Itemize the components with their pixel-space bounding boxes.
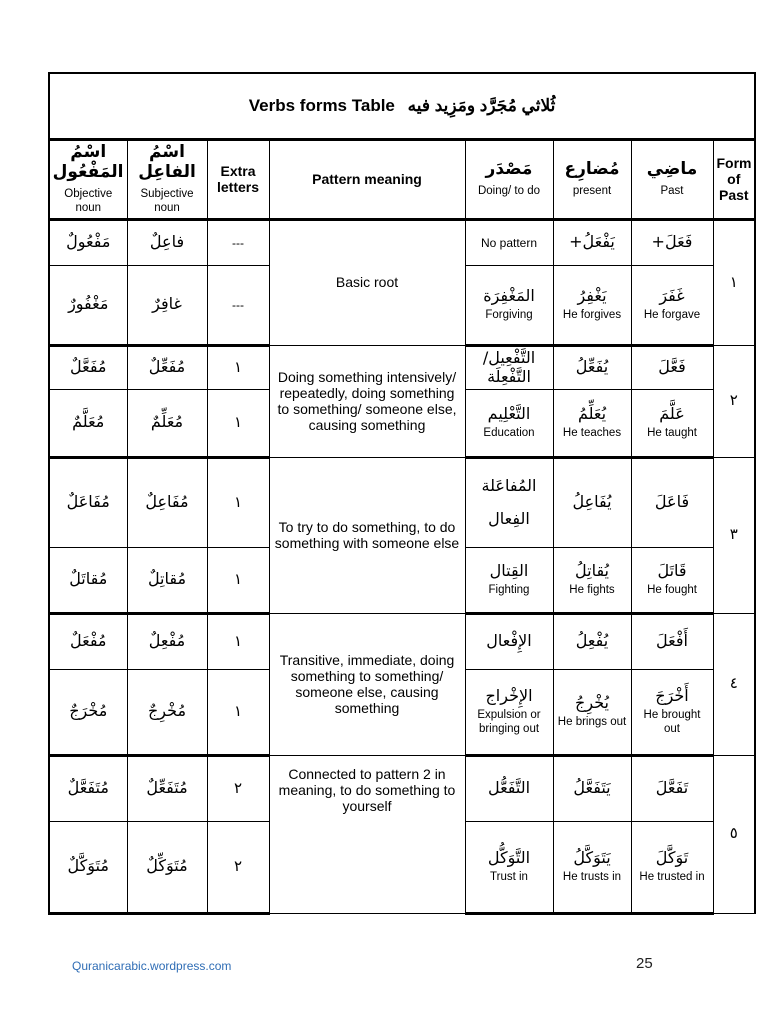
extra-letters: ١ (233, 493, 243, 512)
subjective-noun: فاعِلٌ (149, 232, 185, 252)
form-number: ١ (713, 219, 755, 345)
objective-noun: مُفَعَّلٌ (70, 357, 107, 377)
objective-noun: مَفْعُولٌ (66, 232, 111, 252)
masdar: التَّفْعِيل/ التَّفْعِلَة (482, 348, 536, 386)
present-verb: يُفْعِلُ (575, 631, 609, 651)
objective-noun: مُعَلَّمٌ (72, 412, 105, 432)
subjective-noun: مُخْرِجٌ (147, 701, 187, 721)
past-translation: He forgave (643, 309, 701, 322)
masdar: التَّوَكُّل (487, 847, 531, 867)
past-verb: عَلَّمَ (659, 403, 685, 423)
subjective-noun: مُتَوَكِّلٌ (146, 856, 188, 876)
past-translation: He brought out (643, 709, 701, 735)
present-verb: يُفَاعِلُ (572, 492, 612, 512)
header-objective: اسْمُ المَفْعُول Objective noun (49, 139, 127, 219)
past-verb: تَفَعَّلَ (655, 778, 689, 798)
pattern-meaning: To try to do something, to do something with someone else (269, 457, 465, 613)
present-verb: يَغْفِرُ (577, 285, 607, 305)
footer-website-link[interactable]: Quranicarabic.wordpress.com (72, 959, 232, 973)
form-number: ٢ (713, 345, 755, 457)
table-title-ar: ثُلاثي مُجَرَّد ومَزِيد فيه (407, 95, 556, 115)
past-verb: فَعَلَ+ (651, 232, 693, 252)
table-row (49, 613, 755, 669)
extra-letters: ٢ (233, 857, 243, 876)
masdar: التَّعْلِيم (487, 403, 531, 423)
present-verb: يُخْرِجُ (575, 692, 609, 712)
header-extra-letters: Extra letters (207, 139, 269, 219)
masdar: الإِخْراج (485, 686, 533, 706)
masdar-translation: Expulsion or bringing out (477, 709, 541, 735)
present-verb: يُعَلِّمُ (577, 403, 607, 423)
subjective-noun: مُفَاعِلٌ (145, 492, 189, 512)
objective-noun: مَغْفُورٌ (68, 294, 109, 314)
extra-letters: ١ (233, 570, 243, 589)
subjective-noun: مُعَلِّمٌ (150, 412, 184, 432)
pattern-meaning: Basic root (269, 219, 465, 345)
past-translation: He trusted in (639, 871, 705, 884)
present-translation: He trusts in (562, 871, 622, 884)
header-pattern-meaning: Pattern meaning (269, 139, 465, 219)
pattern-meaning: Connected to pattern 2 in meaning, to do something to yourself (269, 755, 465, 913)
pattern-meaning: Doing something intensively/ repeatedly, doing something to something/ someone else, causing something (269, 345, 465, 457)
table-row (49, 345, 755, 389)
objective-noun: مُتَفَعَّلٌ (67, 778, 109, 798)
present-verb: يُفَعِّلُ (575, 357, 609, 377)
subjective-noun: غافِرٌ (152, 294, 182, 314)
subjective-noun: مُتَفَعِّلٌ (146, 778, 188, 798)
objective-noun: مُفْعَلٌ (70, 631, 107, 651)
present-translation: He teaches (562, 427, 622, 440)
table-row (49, 457, 755, 547)
present-translation: He fights (569, 584, 615, 597)
masdar: المُفاعَلة (481, 476, 537, 496)
masdar-translation: Fighting (488, 584, 530, 597)
table-title (49, 73, 755, 139)
table-row (49, 219, 755, 265)
past-verb: تَوَكَّلَ (655, 847, 689, 867)
pattern-meaning: Transitive, immediate, doing something to something/ someone else, causing something (269, 613, 465, 755)
form-number: ٣ (713, 457, 755, 613)
masdar: التَّفَعُّل (487, 778, 531, 798)
extra-letters: ٢ (233, 779, 243, 798)
subjective-noun: مُقاتِلٌ (147, 569, 187, 589)
header-subjective: اسْمُ الفاعِل Subjective noun (127, 139, 207, 219)
masdar: القِتال (489, 560, 529, 580)
extra-letters: ١ (233, 702, 243, 721)
table-row (49, 755, 755, 821)
present-translation: He brings out (557, 716, 627, 729)
past-verb: فَعَّلَ (658, 357, 686, 377)
header-row (49, 139, 755, 219)
past-verb: غَفَرَ (659, 285, 685, 305)
extra-letters: ١ (233, 632, 243, 651)
masdar-translation: Trust in (490, 871, 528, 884)
objective-noun: مُخْرَجٌ (69, 701, 108, 721)
present-verb: يَتَفَعَّلُ (573, 778, 611, 798)
present-verb: يُقاتِلُ (575, 560, 609, 580)
table-title-en: Verbs forms Table (248, 95, 395, 115)
present-verb: يَتَوَكَّلُ (573, 847, 611, 867)
masdar: الإِفْعال (486, 631, 532, 651)
header-masdar: مَصْدَر Doing/ to do (465, 139, 553, 219)
verb-forms-table (48, 72, 756, 915)
extra-letters: ١ (233, 358, 243, 377)
page-number: 25 (636, 955, 653, 972)
past-translation: He taught (647, 427, 697, 440)
past-verb: فَاعَلَ (654, 492, 690, 512)
extra-letters: ١ (233, 413, 243, 432)
masdar-alt: الفِعال (488, 508, 530, 528)
extra-letters: --- (232, 298, 244, 313)
form-number: ٥ (713, 755, 755, 913)
past-verb: أَخْرَجَ (655, 686, 689, 706)
masdar-note: No pattern (480, 236, 538, 251)
extra-letters: --- (232, 236, 244, 251)
present-verb: يَفْعَلُ+ (569, 232, 615, 252)
present-translation: He forgives (562, 309, 622, 322)
header-past: ماضِي Past (631, 139, 713, 219)
past-translation: He fought (647, 584, 697, 597)
objective-noun: مُتَوَكَّلٌ (67, 856, 109, 876)
header-form-of-past: Form of Past (713, 139, 755, 219)
masdar-translation: Forgiving (485, 309, 533, 322)
subjective-noun: مُفْعِلٌ (148, 631, 186, 651)
masdar-translation: Education (483, 427, 535, 440)
masdar: المَغْفِرَة (483, 285, 535, 305)
subjective-noun: مُفَعِّلٌ (148, 357, 186, 377)
past-verb: أَفْعَلَ (656, 631, 688, 651)
objective-noun: مُفَاعَلٌ (66, 492, 110, 512)
header-present: مُضارِع present (553, 139, 631, 219)
form-number: ٤ (713, 613, 755, 755)
objective-noun: مُقاتَلٌ (69, 569, 108, 589)
past-verb: قَاتَلَ (657, 560, 687, 580)
